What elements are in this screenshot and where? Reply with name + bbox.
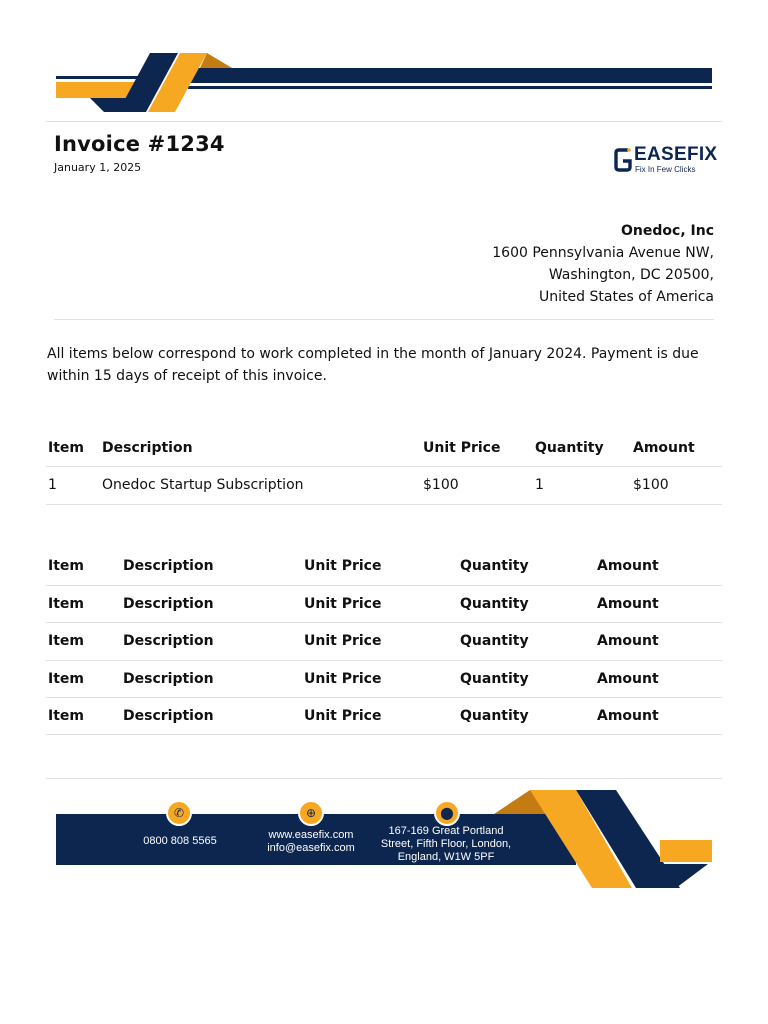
footer-address-line: England, W1W 5PF — [397, 851, 495, 863]
table-cell: Item — [48, 633, 84, 650]
table-cell: Unit Price — [304, 633, 382, 650]
table-cell: Onedoc Startup Subscription — [102, 477, 304, 493]
client-address-line: United States of America — [539, 289, 714, 305]
footer-address-line: Street, Fifth Floor, London, — [380, 838, 512, 850]
table-cell: Item — [48, 596, 84, 613]
table-cell: Amount — [597, 670, 659, 687]
divider — [54, 319, 714, 320]
table-cell: Amount — [597, 596, 659, 613]
table-row — [46, 660, 722, 697]
brand-logo — [614, 144, 726, 178]
bill-to-address — [492, 220, 714, 308]
phone-icon: ✆ — [166, 800, 192, 826]
table-cell: Description — [123, 708, 214, 725]
table-row — [46, 548, 722, 585]
table-cell: Description — [123, 633, 214, 650]
client-address-line: 1600 Pennsylvania Avenue NW, — [492, 245, 714, 261]
repeat-table — [46, 548, 722, 735]
table-cell: $100 — [633, 477, 669, 493]
column-header: Amount — [633, 439, 695, 456]
column-header: Unit Price — [423, 439, 501, 456]
table-cell: 1 — [535, 477, 544, 493]
invoice-title: Invoice #1234 — [54, 132, 225, 156]
brand-tagline: Fix In Few Clicks — [635, 165, 696, 174]
table-cell: Quantity — [460, 558, 529, 575]
table-cell: Quantity — [460, 670, 529, 687]
table-cell: Description — [123, 670, 214, 687]
table-cell: Unit Price — [304, 558, 382, 575]
footer-phone: 0800 808 5565 — [143, 835, 217, 847]
table-cell: Amount — [597, 708, 659, 725]
client-address-line: Washington, DC 20500, — [548, 267, 714, 283]
table-row — [46, 623, 722, 660]
logo-mark-icon — [614, 146, 632, 174]
header-ribbon — [0, 0, 768, 120]
table-cell: Unit Price — [304, 596, 382, 613]
payment-note: All items below correspond to work completed in the month of January 2024. Payment is due within 15 days of receipt of this invoice. — [47, 346, 699, 384]
table-cell: Item — [48, 708, 84, 725]
table-cell: Item — [48, 558, 84, 575]
brand-name: EASEFIX — [634, 144, 718, 165]
table-cell: Amount — [597, 633, 659, 650]
client-company: Onedoc, Inc — [621, 223, 714, 239]
globe-icon: ⊕ — [298, 800, 324, 826]
footer-address — [376, 825, 516, 864]
table-cell: Unit Price — [304, 708, 382, 725]
table-cell: Description — [123, 596, 214, 613]
location-pin-icon: ⬤ — [434, 800, 460, 826]
divider — [46, 121, 722, 122]
table-row — [46, 585, 722, 622]
footer-email: info@easefix.com — [267, 842, 355, 854]
footer-contact-web — [256, 829, 366, 855]
table-cell: Quantity — [460, 708, 529, 725]
table-cell: $100 — [423, 477, 459, 493]
footer-website: www.easefix.com — [268, 829, 354, 841]
column-header: Description — [102, 439, 193, 456]
table-cell: Item — [48, 670, 84, 687]
table-cell: Unit Price — [304, 670, 382, 687]
table-header-row — [46, 430, 722, 466]
table-cell: Quantity — [460, 596, 529, 613]
table-row — [46, 698, 722, 735]
table-row — [46, 466, 722, 504]
table-cell: 1 — [48, 477, 57, 493]
table-cell: Amount — [597, 558, 659, 575]
invoice-date: January 1, 2025 — [54, 161, 142, 174]
table-cell: Quantity — [460, 633, 529, 650]
divider — [46, 778, 722, 779]
footer-address-line: 167-169 Great Portland — [388, 825, 504, 837]
column-header: Item — [48, 439, 84, 456]
column-header: Quantity — [535, 439, 604, 456]
table-cell: Description — [123, 558, 214, 575]
items-table — [46, 430, 722, 505]
